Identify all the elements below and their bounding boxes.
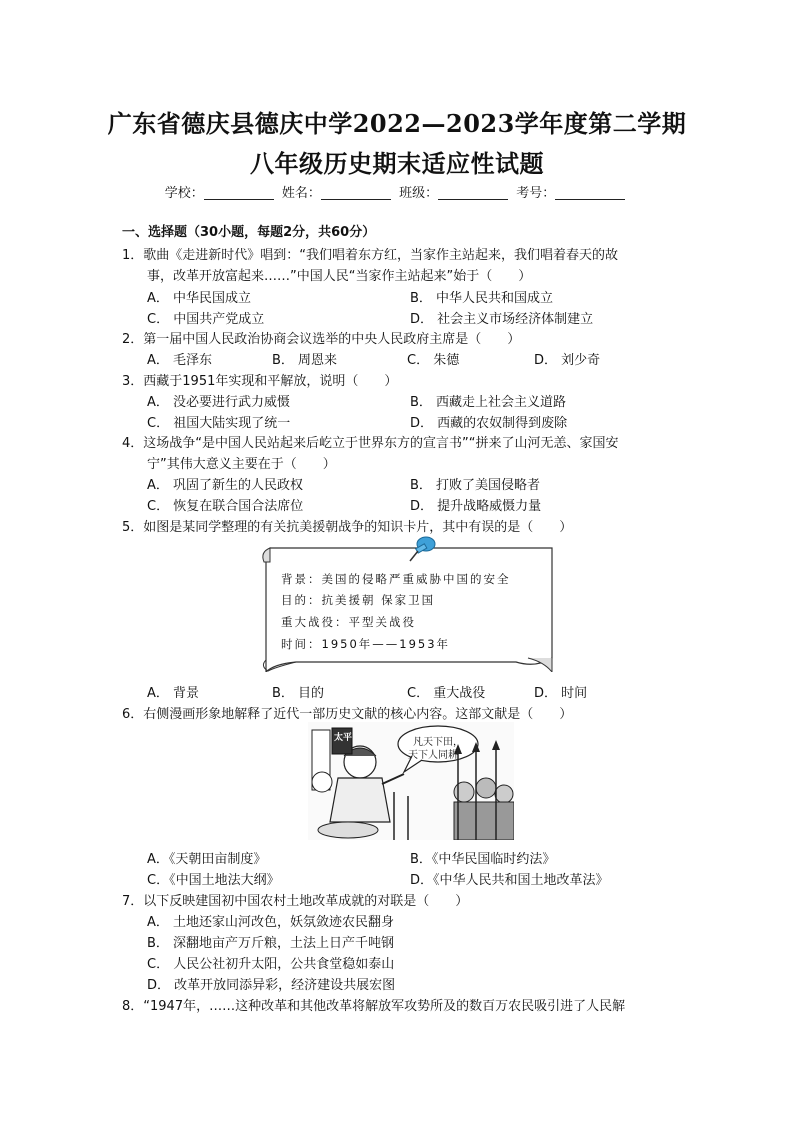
question-7-option-b: B． 深翻地亩产万斤粮，土法上日产千吨钢 — [147, 936, 395, 951]
question-1-option-c: C． 中国共产党成立 — [147, 312, 265, 327]
question-3-line1: 3．西藏于1951年实现和平解放，说明（ ） — [122, 374, 398, 389]
question-6-option-c: C．《中国土地法大纲》 — [147, 873, 280, 888]
question-7-option-a: A． 土地还家山河改色，妖氛敛迹农民翻身 — [147, 915, 395, 930]
question-4-line2: 宁”其伟大意义主要在于（ ） — [147, 457, 336, 472]
cartoon-bubble-line2: 天下人同耕 — [408, 750, 458, 761]
question-6-option-b: B．《中华民国临时约法》 — [410, 852, 556, 867]
section-heading: 一、选择题（30小题，每题2分，共60分） — [122, 225, 376, 240]
question-2-option-b: B． 周恩来 — [272, 353, 338, 368]
question-4-option-c: C． 恢复在联合国合法席位 — [147, 499, 304, 514]
exam-title-line1: 广东省德庆县德庆中学2022—2023学年度第二学期 — [107, 109, 687, 138]
name-label: 姓名： — [281, 186, 321, 201]
question-8-line1: 8．“1947年，……这种改革和其他改革将解放军攻势所及的数百万农民吸引进了人民解 — [122, 999, 626, 1014]
question-3-option-d: D． 西藏的农奴制得到废除 — [410, 416, 568, 431]
question-1-option-b: B． 中华人民共和国成立 — [410, 291, 554, 306]
question-4-line1: 4．这场战争“是中国人民站起来后屹立于世界东方的宣言书”“拼来了山河无恙、家国安 — [122, 436, 619, 451]
question-3-option-b: B． 西藏走上社会主义道路 — [410, 395, 567, 410]
question-7-option-c: C． 人民公社初升太阳，公共食堂稳如泰山 — [147, 957, 395, 972]
question-1-line2: 事，改革开放富起来……”中国人民“当家作主站起来”始于（ ） — [147, 269, 532, 284]
pushpin-icon — [406, 534, 440, 564]
question-5-option-c: C． 重大战役 — [407, 686, 486, 701]
student-info-row — [0, 182, 794, 201]
card-line-background: 背景：美国的侵略严重威胁中国的安全 — [281, 572, 511, 586]
question-3-option-c: C． 祖国大陆实现了统一 — [147, 416, 291, 431]
question-6-option-a: A．《天朝田亩制度》 — [147, 852, 267, 867]
question-3-option-a: A． 没必要进行武力威慑 — [147, 395, 291, 410]
card-line-purpose: 目的：抗美援朝 保家卫国 — [281, 593, 436, 607]
question-4-option-a: A． 巩固了新生的人民政权 — [147, 478, 304, 493]
question-4-option-d: D． 提升战略威慑力量 — [410, 499, 542, 514]
school-blank — [204, 185, 274, 200]
name-blank — [321, 185, 391, 200]
exam-number-label: 考号： — [516, 186, 556, 201]
question-4-option-b: B． 打败了美国侵略者 — [410, 478, 541, 493]
question-1-line1: 1．歌曲《走进新时代》唱到：“我们唱着东方红，当家作主站起来，我们唱着春天的故 — [122, 248, 619, 263]
question-2-option-a: A． 毛泽东 — [147, 353, 213, 368]
card-line-battle: 重大战役：平型关战役 — [281, 615, 416, 629]
cartoon-bubble-line1: 凡天下田， — [413, 737, 463, 748]
question-7-option-d: D． 改革开放同添异彩，经济建设共展宏图 — [147, 978, 396, 993]
exam-title-line2: 八年级历史期末适应性试题 — [250, 149, 544, 178]
exam-number-blank — [555, 185, 625, 200]
card-line-time: 时间：1950年——1953年 — [281, 637, 451, 651]
question-5-line1: 5．如图是某同学整理的有关抗美援朝战争的知识卡片，其中有误的是（ ） — [122, 520, 573, 535]
question-2-option-c: C． 朱德 — [407, 353, 460, 368]
question-1-option-d: D． 社会主义市场经济体制建立 — [410, 312, 594, 327]
class-label: 班级： — [399, 186, 439, 201]
class-blank — [438, 185, 508, 200]
question-5-option-b: B． 目的 — [272, 686, 325, 701]
cartoon-flag-text: 太平 — [334, 733, 353, 743]
question-5-option-a: A． 背景 — [147, 686, 200, 701]
question-1-option-a: A． 中华民国成立 — [147, 291, 252, 306]
question-2-line1: 2．第一届中国人民政治协商会议选举的中央人民政府主席是（ ） — [122, 332, 521, 347]
question-2-option-d: D． 刘少奇 — [534, 353, 601, 368]
question-5-option-d: D． 时间 — [534, 686, 588, 701]
question-6-option-d: D．《中华人民共和国土地改革法》 — [410, 873, 609, 888]
question-6-line1: 6．右侧漫画形象地解释了近代一部历史文献的核心内容。这部文献是（ ） — [122, 707, 573, 722]
school-label: 学校： — [164, 186, 204, 201]
question-7-line1: 7．以下反映建国初中国农村土地改革成就的对联是（ ） — [122, 894, 469, 909]
